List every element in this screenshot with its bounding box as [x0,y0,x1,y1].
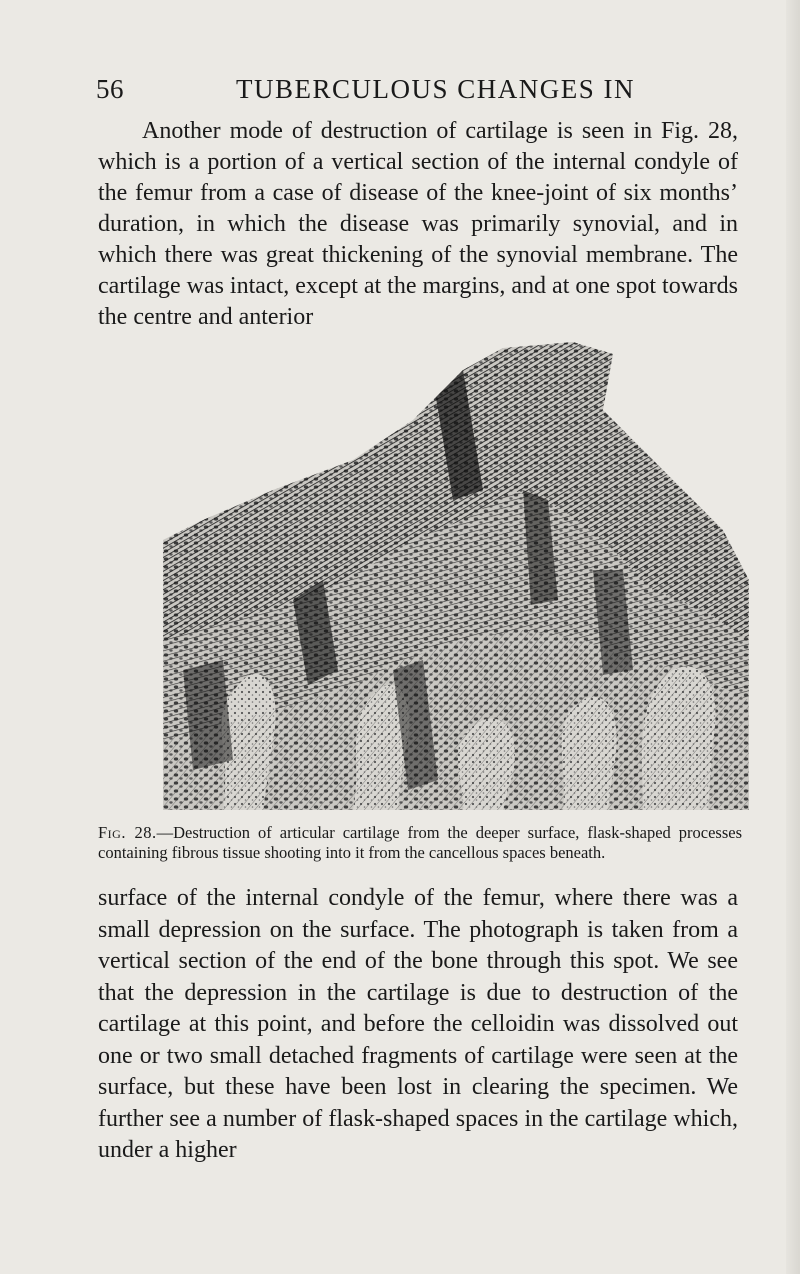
page-number: 56 [96,74,124,104]
running-head: TUBERCULOUS CHANGES IN [236,74,636,104]
paragraph-top: Another mode of destruction of cartilage is seen in Fig. 28, which is a portion of a vertical section of the internal condyle of the femur from a case of disease of the knee-joint of six months’ duration, in which the disease was primarily synovial, and in which there was great thickening of the synovial membrane. The cartilage was intact, except at the margins, and at one spot towards the centre and anterior [98,118,739,330]
figure-28-micrograph [163,340,749,810]
running-header [96,74,716,108]
micrograph-image [163,340,749,810]
paragraph-bottom: surface of the internal condyle of the femur, where there was a small depression on the surface. The photograph is taken from a vertical section of the end of the bone through this spot. We see that the depression in the cartilage is due to destruction of the cartilage at this point, and before the celloidin was dissolved out one or two small detached fragments of cartilage were seen at the surface, but these have been lost in clearing the specimen. We further see a number of flask-shaped spaces in the cartilage which, under a higher [98,885,738,1163]
figure-label: Fig. 28. [98,823,157,842]
page-edge [786,0,800,1274]
figure-caption-text: —Destruction of articular cartilage from the deeper surface, flask-shaped processes containing fibrous tissue shooting into it from the cancellous spaces beneath. [98,823,742,862]
figure-caption [98,823,742,863]
